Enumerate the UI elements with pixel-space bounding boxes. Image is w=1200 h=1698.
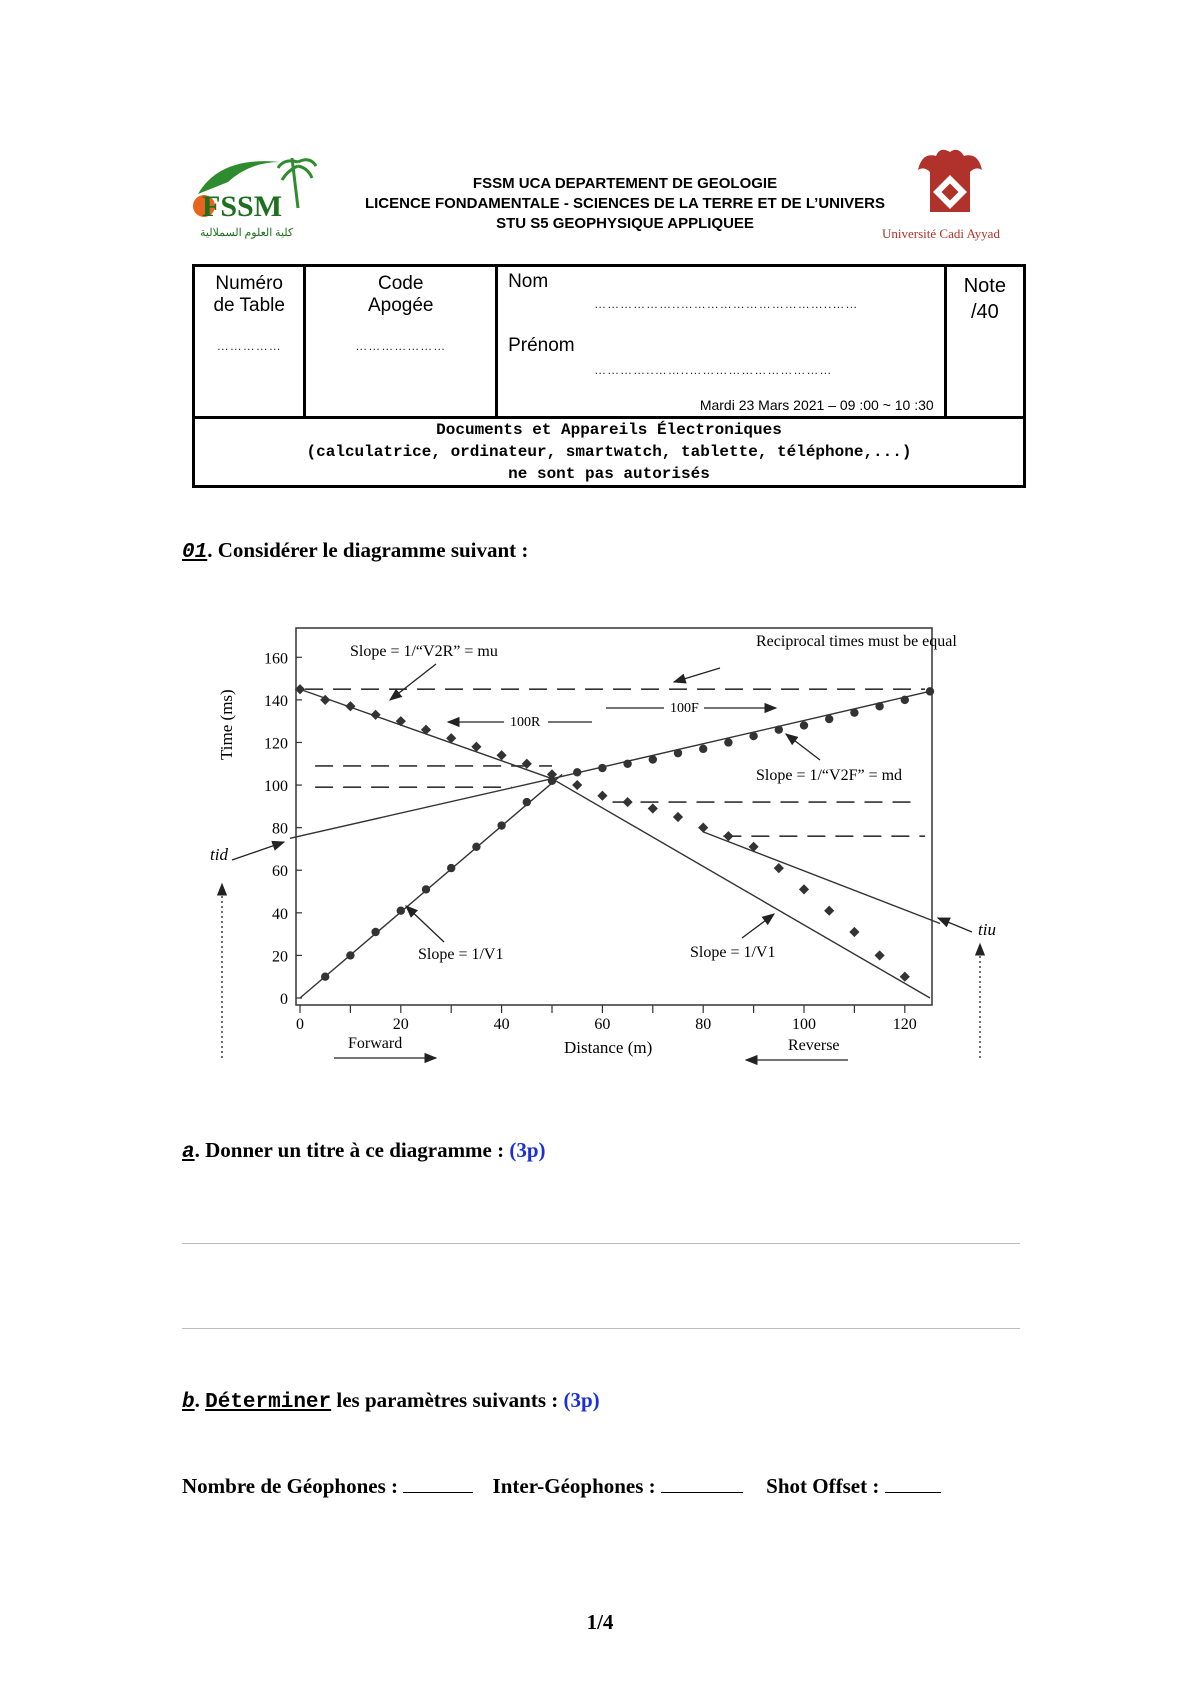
point-diamond-15	[673, 812, 683, 822]
point-circle-23	[901, 696, 909, 704]
question-a-points: (3p)	[509, 1138, 546, 1162]
x-tick-label-5: 100	[792, 1016, 816, 1033]
device-notice	[194, 418, 1025, 487]
question-1-text: . Considérer le diagramme suivant :	[207, 538, 529, 562]
exam-date: Mardi 23 Mars 2021 – 09 :00 ~ 10 :30	[699, 397, 934, 413]
y-tick-label-5: 100	[264, 778, 288, 796]
uca-logo	[880, 146, 1030, 246]
label-100r: 100R	[510, 715, 541, 730]
point-circle-15	[699, 745, 707, 753]
inter-geophones-blank[interactable]	[661, 1492, 743, 1493]
point-diamond-2	[345, 701, 355, 711]
point-diamond-24	[900, 972, 910, 982]
question-b-letter: b	[182, 1391, 195, 1414]
traveltime-chart	[200, 608, 1000, 1078]
y-tick-label-4: 80	[272, 820, 288, 838]
y-tick-label-8: 160	[264, 650, 288, 668]
plot-frame	[296, 628, 932, 1005]
fit-lines	[290, 689, 940, 998]
point-diamond-11	[572, 780, 582, 790]
y-tick-label-6: 120	[264, 735, 288, 753]
question-1	[182, 538, 528, 564]
point-circle-11	[598, 764, 606, 772]
fit-line-5	[703, 832, 940, 924]
question-b: b. Déterminer les paramètres suivants : (3p)	[182, 1388, 600, 1414]
point-circle-14	[674, 749, 682, 757]
point-circle-5	[447, 864, 455, 872]
fit-line-0	[300, 774, 562, 998]
identification-table	[192, 264, 1026, 488]
fit-line-4	[552, 779, 930, 998]
fssm-logo-arabic: كلية العلوم السملالية	[200, 227, 294, 239]
tiu-label: tiu	[978, 920, 996, 939]
y-tick-label-3: 60	[272, 863, 288, 881]
shot-offset-label: Shot Offset :	[766, 1474, 880, 1498]
header-line-2: LICENCE FONDAMENTALE - SCIENCES DE LA TERRE ET DE L’UNIVERS	[364, 195, 886, 212]
x-axis-label: Distance (m)	[564, 1038, 653, 1057]
numero-field[interactable]: ……………	[216, 339, 282, 353]
geophones-label: Nombre de Géophones :	[182, 1474, 399, 1498]
point-circle-17	[749, 732, 757, 740]
fssm-logo	[180, 148, 330, 244]
point-diamond-22	[849, 927, 859, 937]
point-diamond-16	[698, 823, 708, 833]
reverse-label: Reverse	[788, 1037, 840, 1054]
point-circle-10	[573, 768, 581, 776]
point-circle-1	[346, 951, 354, 959]
name-cell	[497, 266, 946, 418]
notice-line-1: Documents et Appareils Électroniques	[436, 421, 782, 439]
x-tick-label-4: 80	[695, 1016, 712, 1033]
note-label: Note /40	[963, 275, 1006, 323]
point-diamond-20	[799, 884, 809, 894]
point-diamond-23	[875, 950, 885, 960]
slope-top-left-label: Slope = 1/“V2R” = mu	[350, 643, 498, 660]
point-diamond-19	[774, 863, 784, 873]
question-a-letter: a	[182, 1141, 195, 1164]
point-circle-20	[825, 715, 833, 723]
point-circle-8	[523, 798, 531, 806]
point-circle-0	[321, 973, 329, 981]
point-circle-18	[775, 725, 783, 733]
point-circle-4	[422, 885, 430, 893]
point-circle-7	[497, 821, 505, 829]
nom-label: Nom	[508, 271, 549, 292]
point-circle-16	[724, 738, 732, 746]
numero-cell	[194, 266, 305, 418]
header-title	[330, 174, 920, 234]
point-circle-19	[800, 721, 808, 729]
point-circle-12	[623, 760, 631, 768]
point-circle-24	[926, 687, 934, 695]
x-tick-label-3: 60	[594, 1016, 611, 1033]
question-a-text: . Donner un titre à ce diagramme :	[194, 1138, 505, 1162]
x-tick-label-0: 0	[296, 1016, 304, 1033]
point-diamond-14	[648, 803, 658, 813]
tid-label: tid	[210, 845, 228, 864]
point-diamond-13	[623, 797, 633, 807]
slope-v1-right-label: Slope = 1/V1	[690, 944, 776, 961]
axis-ticks	[264, 650, 917, 1033]
reciprocal-label: Reciprocal times must be equal	[756, 633, 957, 650]
label-100f: 100F	[670, 701, 699, 716]
fssm-logo-text: FSSM	[202, 190, 283, 223]
y-axis-label: Time (ms)	[217, 689, 236, 760]
data-points	[295, 684, 934, 982]
parameters-row	[182, 1474, 1022, 1499]
prenom-field[interactable]: …………..……..……………………………	[594, 363, 833, 377]
header-line-3: STU S5 GEOPHYSIQUE APPLIQUEE	[496, 215, 754, 232]
x-tick-label-1: 20	[392, 1016, 409, 1033]
answer-line-2[interactable]	[182, 1328, 1020, 1329]
point-diamond-21	[824, 906, 834, 916]
x-tick-label-6: 120	[892, 1016, 917, 1033]
point-circle-22	[875, 702, 883, 710]
x-tick-label-2: 40	[493, 1016, 510, 1033]
page-number: 1/4	[586, 1610, 614, 1634]
point-circle-6	[472, 843, 480, 851]
answer-line-1[interactable]	[182, 1243, 1020, 1244]
point-circle-21	[850, 708, 858, 716]
point-diamond-9	[522, 759, 532, 769]
point-diamond-3	[371, 710, 381, 720]
point-circle-2	[371, 928, 379, 936]
question-1-number: 01	[182, 541, 208, 564]
y-tick-label-0: 0	[280, 991, 288, 1008]
fit-line-2	[552, 691, 930, 778]
point-circle-13	[649, 755, 657, 763]
question-b-text: les paramètres suivants :	[336, 1388, 559, 1412]
code-field[interactable]: …………………	[355, 339, 447, 353]
question-b-points: (3p)	[563, 1388, 600, 1412]
point-diamond-12	[597, 791, 607, 801]
header-line-1: FSSM UCA DEPARTEMENT DE GEOLOGIE	[472, 175, 778, 192]
notice-line-3: ne sont pas autorisés	[508, 465, 710, 483]
numero-label: Numéro de Table	[213, 273, 285, 316]
slope-v1-left-label: Slope = 1/V1	[418, 946, 504, 963]
forward-label: Forward	[348, 1035, 403, 1052]
nom-field[interactable]: ………………..……………………………..……	[594, 297, 859, 311]
inter-geophones-label: Inter-Géophones :	[492, 1474, 656, 1498]
prenom-label: Prénom	[508, 335, 575, 356]
note-cell	[945, 266, 1024, 418]
notice-line-2: (calculatrice, ordinateur, smartwatch, tablette, téléphone,...)	[306, 443, 912, 461]
code-cell	[305, 266, 497, 418]
slope-right-label: Slope = 1/“V2F” = md	[756, 767, 903, 784]
point-circle-3	[397, 906, 405, 914]
question-b-keyword: Déterminer	[205, 1391, 332, 1414]
shot-offset-blank[interactable]	[885, 1492, 941, 1493]
question-a	[182, 1138, 546, 1164]
point-diamond-4	[396, 716, 406, 726]
y-tick-label-2: 40	[272, 905, 288, 923]
y-tick-label-7: 140	[264, 692, 288, 710]
uca-logo-text: Université Cadi Ayyad	[882, 226, 1000, 241]
y-tick-label-1: 20	[272, 948, 288, 966]
geophones-blank[interactable]	[403, 1492, 473, 1493]
code-label: Code Apogée	[367, 273, 434, 316]
